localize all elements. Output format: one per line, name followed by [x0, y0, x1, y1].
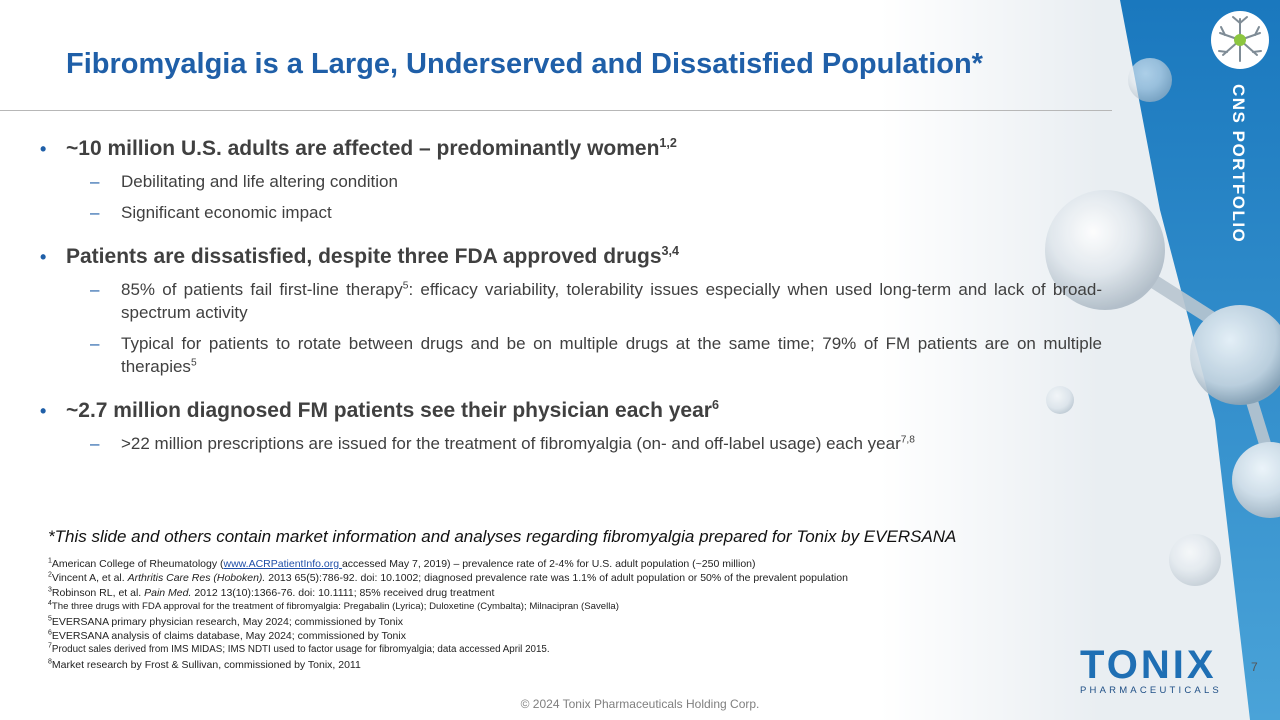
reference-item: $^2$Vincent A, et al. Arthritis Care Res (Hoboken). 2013 65(5):786-92. doi: 10.1002; diagnosed prevalence rate was 1.1% of adult population or 50% of the prevalent population — [48, 571, 848, 585]
bullet-text: ~10 million U.S. adults are affected – predominantly women — [66, 137, 660, 160]
sub-bullet-text: Typical for patients to rotate between drugs and be on multiple drugs at the same time; 79% of FM patients are on multiple therapies — [121, 334, 1102, 376]
bullet-dot: • — [40, 247, 47, 267]
sub-bullet-text-tail: : efficacy variability, tolerability issues especially when used long-term and lack of broad-spectrum activity — [121, 280, 1102, 322]
page-title: Fibromyalgia is a Large, Underserved and Dissatisfied Population* — [66, 48, 983, 80]
references-list — [48, 557, 848, 672]
bullet-citation: 1,2 — [659, 136, 677, 150]
acr-link[interactable]: www.ACRPatientInfo.org — [223, 558, 342, 570]
en-dash: – — [90, 172, 100, 191]
bullet-text: Patients are dissatisfied, despite three FDA approved drugs — [66, 245, 662, 268]
sub-bullet-item — [40, 170, 1102, 193]
bullet-dot: • — [40, 401, 47, 421]
reference-item: $^6$EVERSANA analysis of claims database, May 2024; commissioned by Tonix — [48, 629, 406, 643]
disclaimer-note: *This slide and others contain market information and analyses regarding fibromyalgia prepared for Tonix by EVERSANA — [48, 527, 957, 546]
title-divider — [0, 110, 1112, 111]
bullet-list — [40, 136, 1102, 455]
sub-bullet-citation: 7,8 — [900, 434, 915, 446]
sub-bullet-item — [40, 278, 1102, 324]
reference-item: $^1$American College of Rheumatology (www.ACRPatientInfo.org accessed May 7, 2019) – prevalence rate of 2-4% for U.S. adult population (~250 million) — [48, 557, 756, 570]
sub-bullet-text: Debilitating and life altering condition — [121, 172, 398, 191]
sub-bullet-item — [40, 432, 1102, 455]
bullet-text: ~2.7 million diagnosed FM patients see their physician each year — [66, 399, 712, 422]
bullet-item — [40, 398, 1102, 424]
bullet-dot: • — [40, 139, 47, 159]
reference-item: $^7$Product sales derived from IMS MIDAS; IMS NDTI used to factor usage for fibromyalgia; data accessed April 2015. — [48, 643, 550, 656]
reference-item: $^4$The three drugs with FDA approval for the treatment of fibromyalgia: Pregabalin (Lyrica); Duloxetine (Cymbalta); Milnacipran (Savella) — [48, 600, 619, 613]
sub-bullet-item — [40, 332, 1102, 378]
en-dash: – — [90, 280, 100, 299]
bullet-item — [40, 136, 1102, 162]
tonix-logo — [1080, 643, 1222, 696]
reference-item: $^3$Robinson RL, et al. Pain Med. 2012 13(10):1366-76. doi: 10.1111; 85% received drug treatment — [48, 586, 495, 599]
en-dash: – — [90, 334, 100, 353]
page-number: 7 — [1251, 660, 1258, 674]
en-dash: – — [90, 203, 100, 222]
sub-bullet-text: 85% of patients fail first-line therapy — [121, 280, 403, 299]
bullet-citation: 6 — [711, 398, 719, 412]
copyright-footer: © 2024 Tonix Pharmaceuticals Holding Corp. — [520, 697, 760, 711]
neuron-icon — [1211, 11, 1269, 69]
side-label: CNS PORTFOLIO — [1229, 84, 1248, 244]
en-dash: – — [90, 434, 100, 453]
bullet-item — [40, 244, 1102, 270]
logo-word: TONIX — [1080, 643, 1217, 687]
sub-bullet-text: Significant economic impact — [121, 203, 332, 222]
sub-bullet-item — [40, 201, 1102, 224]
reference-item: $^8$Market research by Frost & Sullivan, commissioned by Tonix, 2011 — [48, 658, 361, 671]
sub-bullet-text: >22 million prescriptions are issued for the treatment of fibromyalgia (on- and off-label usage) each year — [121, 434, 901, 453]
bullet-citation: 3,4 — [661, 244, 680, 258]
sub-bullet-citation: 5 — [402, 280, 409, 292]
logo-subtitle: PHARMACEUTICALS — [1080, 685, 1222, 696]
reference-item: $^5$EVERSANA primary physician research, May 2024; commissioned by Tonix — [48, 615, 404, 628]
sub-bullet-citation: 5 — [190, 357, 197, 369]
